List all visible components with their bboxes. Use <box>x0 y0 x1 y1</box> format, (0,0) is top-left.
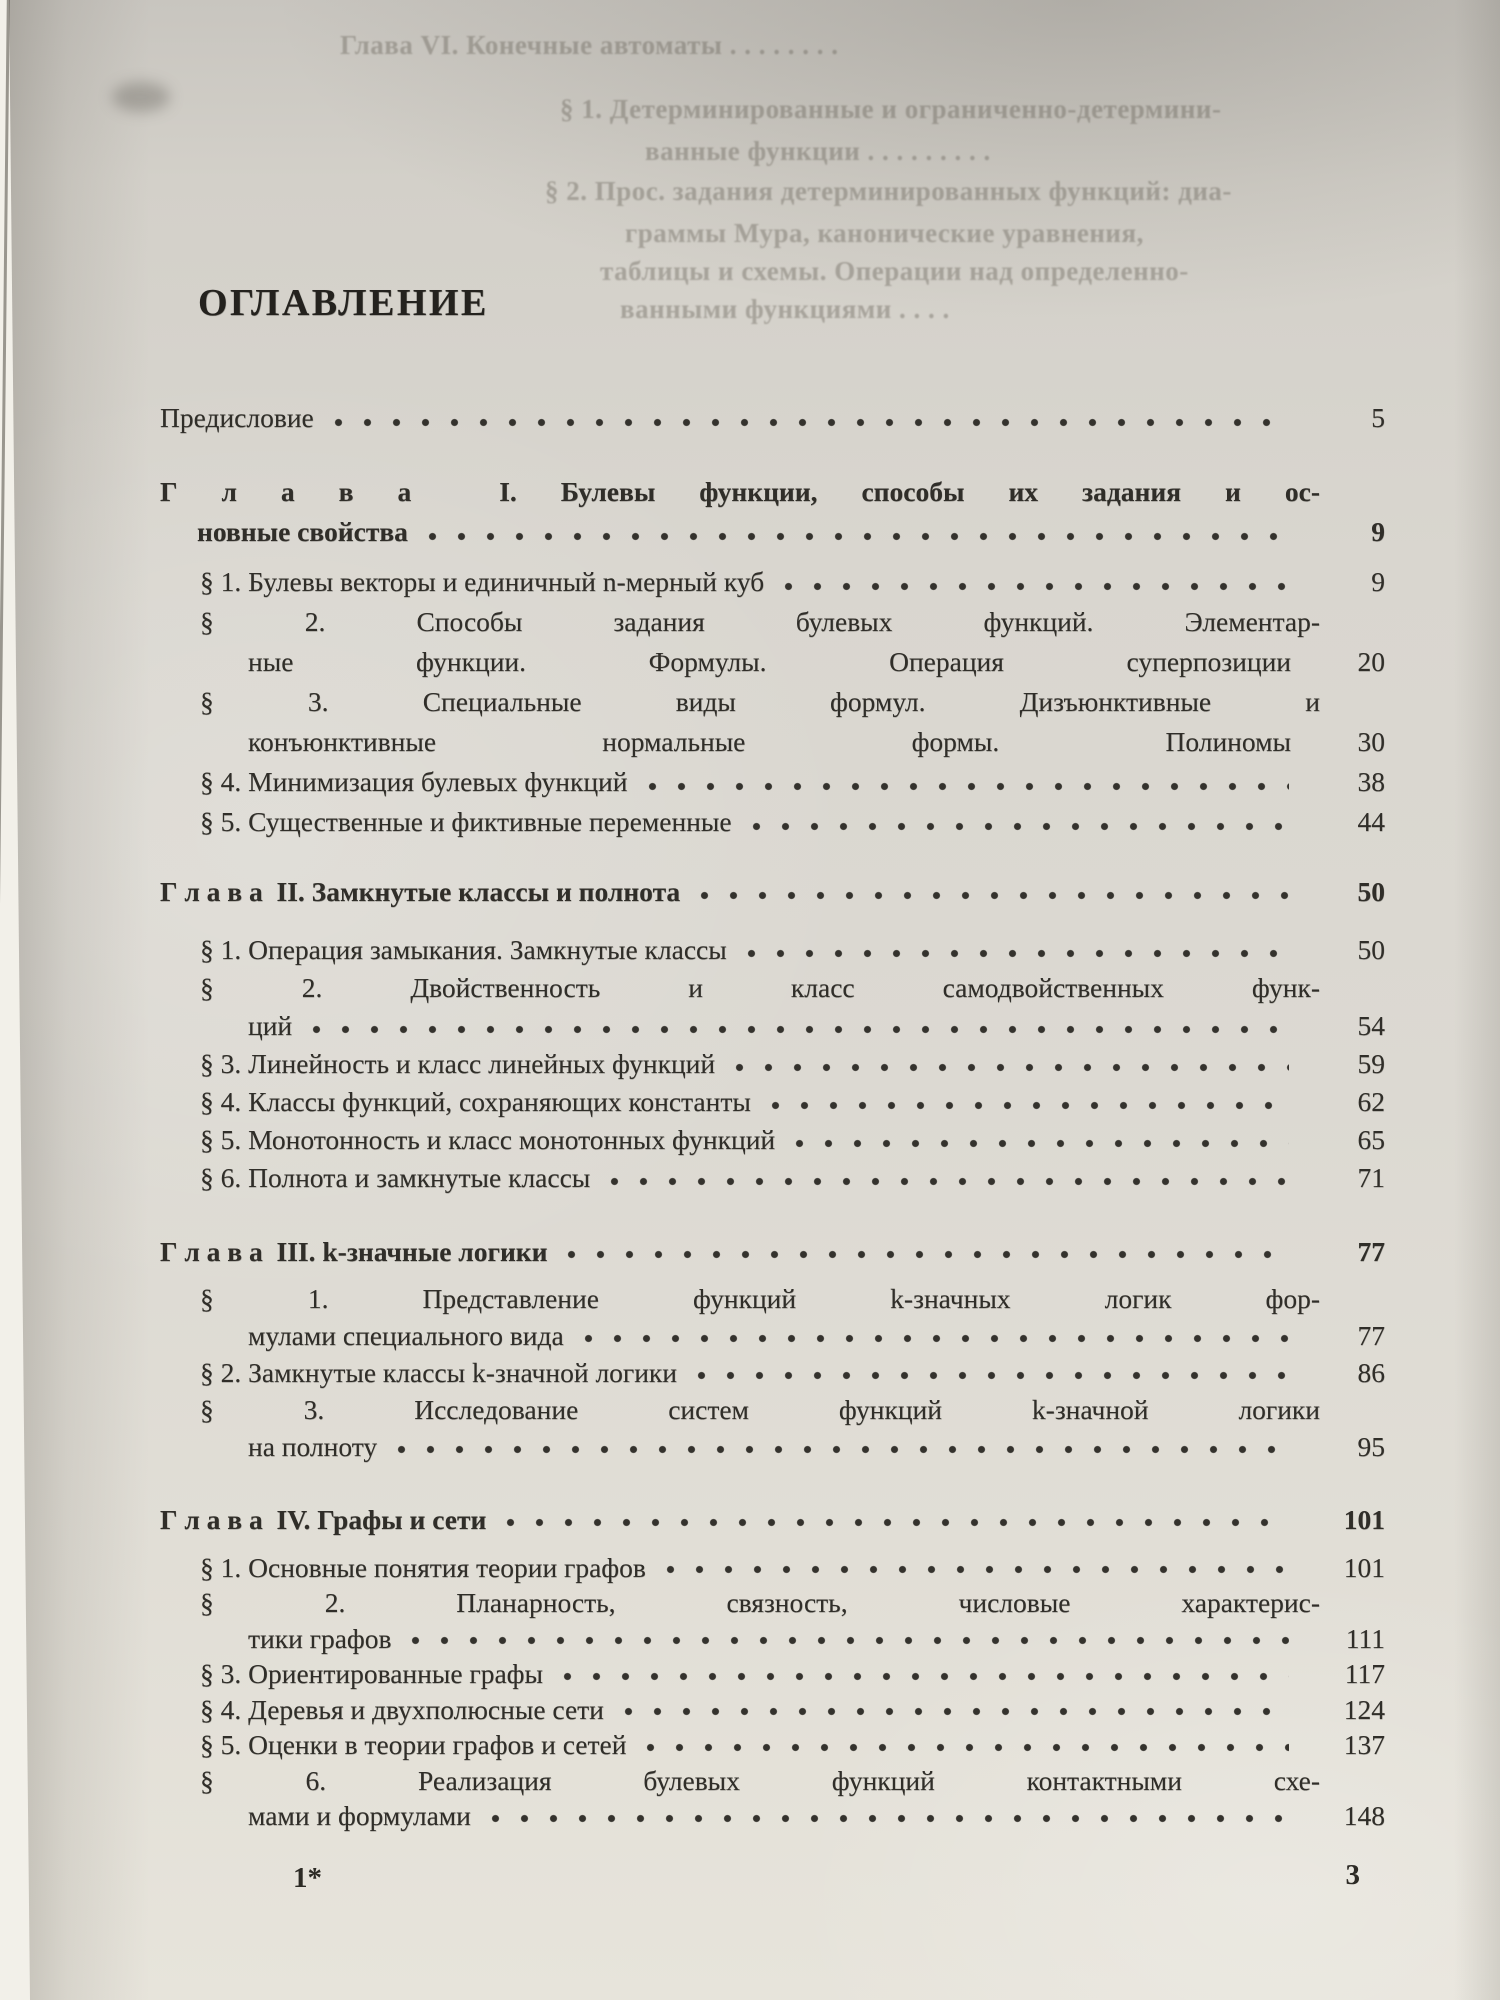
toc-entry-text: § 3. Исследование систем функций k-значной логики <box>200 1394 1320 1425</box>
dot-leader <box>506 1518 1289 1527</box>
toc-entry-text: Г л а в а III. k-значные логики <box>160 1236 548 1267</box>
toc-page-number: 71 <box>1357 1162 1385 1193</box>
dot-leader <box>563 1672 1289 1681</box>
dot-leader <box>584 1334 1289 1343</box>
toc-page-number: 20 <box>1357 646 1385 677</box>
toc-section-entry <box>160 1045 1385 1083</box>
dot-leader <box>752 822 1289 831</box>
dot-leader <box>397 1445 1289 1454</box>
dot-leader <box>567 1250 1289 1259</box>
page-title: ОГЛАВЛЕНИЕ <box>198 282 489 324</box>
toc-section-entry <box>160 969 1385 1007</box>
toc-entry-text: § 1. Основные понятия теории графов <box>200 1551 646 1583</box>
toc-entry-text: § 5. Монотонность и класс монотонных функций <box>200 1124 776 1155</box>
toc-entry-text: § 1. Представление функций k-значных логик фор- <box>200 1283 1320 1314</box>
toc-section-entry <box>160 682 1385 722</box>
toc <box>160 398 1385 1834</box>
toc-entry-text: § 3. Ориентированные графы <box>200 1658 543 1689</box>
toc-page-number: 9 <box>1371 516 1385 547</box>
toc-chapter <box>160 472 1385 842</box>
toc-chapter-heading-line <box>160 873 1385 911</box>
toc-page-number: 117 <box>1344 1658 1385 1689</box>
toc-section-entry <box>160 1317 1385 1354</box>
toc-page-number: 86 <box>1357 1357 1385 1388</box>
toc-entry-text: Г л а в а IV. Графы и сети <box>160 1504 487 1535</box>
ghost-text-line: Глава VI. Конечные автоматы . . . . . . . . <box>340 30 839 60</box>
toc-chapter-heading-line <box>160 512 1385 552</box>
dot-leader <box>735 1063 1289 1072</box>
ghost-text-line: таблицы и схемы. Операции над определенно- <box>600 256 1189 286</box>
toc-entry-text: новные свойства <box>197 516 408 547</box>
toc-page-number: 101 <box>1343 1504 1385 1535</box>
toc-chapter <box>160 1233 1385 1465</box>
toc-section-entry <box>160 1550 1385 1586</box>
toc-chapter-heading-line <box>160 1233 1385 1270</box>
toc-entry-text: § 1. Операция замыкания. Замкнутые классы <box>200 934 727 965</box>
toc-section-entry <box>160 1763 1385 1799</box>
toc-sections <box>160 1280 1385 1465</box>
toc-page-number: 65 <box>1357 1124 1385 1155</box>
toc-entry-text: на полноту <box>248 1431 378 1462</box>
toc-section-entry <box>160 562 1385 602</box>
toc-page-number: 77 <box>1357 1320 1385 1351</box>
toc-page-number: 50 <box>1357 934 1385 965</box>
dot-leader <box>491 1814 1289 1823</box>
toc-chapter <box>160 873 1385 1197</box>
toc-preface-entry <box>160 398 1385 438</box>
toc-section-entry <box>160 1159 1385 1197</box>
toc-entry-text: § 3. Специальные виды формул. Дизъюнктивные и <box>200 686 1320 717</box>
toc-section-entry <box>160 1280 1385 1317</box>
toc-entry-text: § 5. Оценки в теории графов и сетей <box>200 1729 627 1760</box>
toc-section-entry <box>160 1656 1385 1692</box>
dot-leader <box>771 1101 1289 1110</box>
toc-page-number: 5 <box>1371 402 1385 433</box>
toc-entry-text: мулами специального вида <box>248 1320 564 1351</box>
toc-page-number: 30 <box>1357 726 1385 757</box>
toc-section-entry <box>160 1083 1385 1121</box>
toc-page-number: 59 <box>1357 1048 1385 1079</box>
signature-mark: 1* <box>293 1862 322 1894</box>
ghost-text-line: граммы Мура, канонические уравнения, <box>625 218 1144 248</box>
toc-page-number: 50 <box>1357 876 1385 907</box>
toc-chapter-heading <box>160 873 1385 911</box>
toc-entry-text: конъюнктивные нормальные формы. Полиномы <box>248 726 1291 757</box>
toc-entry-text: тики графов <box>248 1622 392 1654</box>
toc-page-number: 77 <box>1357 1236 1385 1267</box>
toc-section-entry <box>160 1428 1385 1465</box>
toc-chapter-heading-line <box>160 1502 1385 1538</box>
toc-entry-text: § 4. Деревья и двухполюсные сети <box>200 1693 604 1725</box>
toc-page-number: 9 <box>1371 566 1385 597</box>
toc-page-number: 44 <box>1357 806 1385 837</box>
dot-leader <box>697 1371 1289 1380</box>
toc-entry-text: § 2. Двойственность и класс самодвойственных функ- <box>200 972 1320 1003</box>
toc-section-entry <box>160 1621 1385 1657</box>
toc-entry-text: ций <box>248 1010 293 1041</box>
toc-section-entry <box>160 1692 1385 1728</box>
toc-section-entry <box>160 1354 1385 1391</box>
toc-page-number: 101 <box>1343 1551 1385 1583</box>
ghost-text-line: § 1. Детерминированные и ограниченно-детермини- <box>560 94 1222 124</box>
folio-page-number: 3 <box>1345 1859 1360 1891</box>
toc-sections <box>160 931 1385 1197</box>
toc-section-entry <box>160 802 1385 842</box>
toc-chapter-heading <box>160 1502 1385 1538</box>
toc-chapter <box>160 1502 1385 1834</box>
dot-leader <box>428 532 1289 541</box>
toc-section-entry <box>160 1121 1385 1159</box>
ghost-text-line: ванными функциями . . . . <box>620 294 950 324</box>
toc-section-entry <box>160 762 1385 802</box>
toc-entry-text: мами и формулами <box>248 1800 471 1831</box>
toc-section-entry <box>160 1727 1385 1763</box>
dot-leader <box>784 582 1289 591</box>
toc-chapter-heading-line <box>160 472 1385 512</box>
dot-leader <box>648 782 1290 791</box>
ghost-text-line: § 2. Прос. задания детерминированных функций: диа- <box>545 176 1232 206</box>
dot-leader <box>700 891 1289 900</box>
toc-entry-text: § 3. Линейность и класс линейных функций <box>200 1048 716 1079</box>
dot-leader <box>747 949 1289 958</box>
dot-leader <box>795 1139 1289 1148</box>
toc-page-number: 148 <box>1343 1800 1385 1831</box>
toc-page-number: 38 <box>1357 766 1385 797</box>
toc-entry-text: § 2. Способы задания булевых функций. Элементар- <box>200 606 1320 637</box>
dot-leader <box>610 1177 1289 1186</box>
toc-entry-text: § 4. Классы функций, сохраняющих константы <box>200 1086 751 1117</box>
toc-page-number: 95 <box>1357 1431 1385 1462</box>
toc-section-entry <box>160 1391 1385 1428</box>
toc-sections <box>160 1550 1385 1834</box>
dot-leader <box>624 1707 1289 1716</box>
toc-entry-text: § 2. Замкнутые классы k-значной логики <box>200 1357 677 1388</box>
toc-entry-text: § 6. Реализация булевых функций контактными схе- <box>200 1764 1320 1796</box>
toc-section-entry <box>160 1585 1385 1621</box>
ghost-text-line: ванные функции . . . . . . . . . <box>645 136 991 166</box>
toc-section-entry <box>160 931 1385 969</box>
dot-leader <box>646 1743 1289 1752</box>
dot-leader <box>312 1025 1289 1034</box>
toc-page-number: 54 <box>1357 1010 1385 1041</box>
toc-entry-text: Г л а в а I. Булевы функции, способы их задания и ос- <box>160 476 1320 507</box>
toc-entry-text: § 2. Планарность, связность, числовые характерис- <box>200 1587 1320 1618</box>
toc-section-entry <box>160 1007 1385 1045</box>
toc-entry-text: § 1. Булевы векторы и единичный n-мерный куб <box>200 566 765 597</box>
toc-sections <box>160 562 1385 842</box>
right-edge-shadow <box>1454 0 1500 2000</box>
toc-entry-text: § 5. Существенные и фиктивные переменные <box>200 806 732 837</box>
toc-entry-text: Г л а в а II. Замкнутые классы и полнота <box>160 876 681 907</box>
toc-section-entry <box>160 642 1385 682</box>
dot-leader <box>411 1636 1289 1645</box>
toc-entry-text: § 6. Полнота и замкнутые классы <box>200 1162 591 1193</box>
toc-entry-text: § 4. Минимизация булевых функций <box>200 766 628 797</box>
dot-leader <box>334 418 1289 427</box>
dot-leader <box>666 1565 1289 1574</box>
toc-section-entry <box>160 602 1385 642</box>
toc-chapter-heading <box>160 1233 1385 1270</box>
toc-page-number: 111 <box>1345 1622 1385 1654</box>
toc-page-number: 124 <box>1343 1693 1385 1725</box>
toc-section-entry <box>160 722 1385 762</box>
ink-smudge <box>112 82 170 112</box>
toc-section-entry <box>160 1798 1385 1834</box>
toc-page-number: 62 <box>1357 1086 1385 1117</box>
toc-entry-text: ные функции. Формулы. Операция суперпозиции <box>248 646 1291 677</box>
toc-chapter-heading <box>160 472 1385 552</box>
toc-entry-text: Предисловие <box>160 402 314 433</box>
toc-page-number: 137 <box>1343 1729 1385 1760</box>
